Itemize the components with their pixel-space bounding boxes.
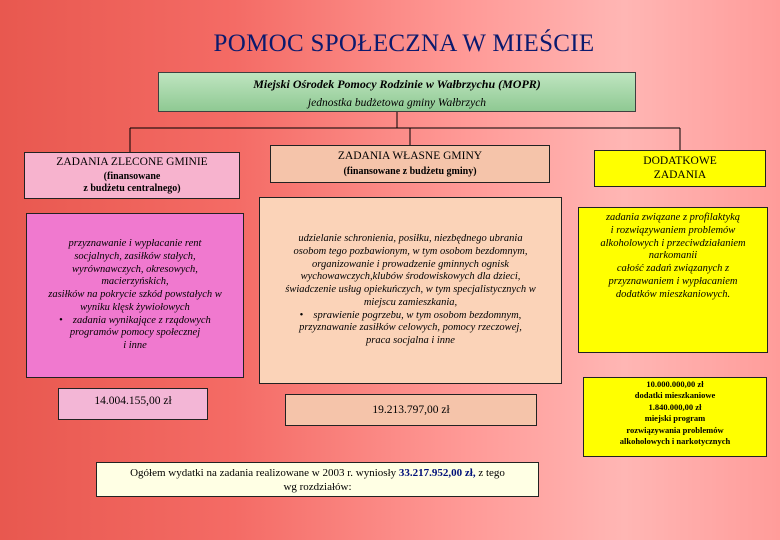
zlecone-desc-line-2: socjalnych, zasiłków stałych, [74, 250, 196, 262]
wlasne-desc-line-3: organizowanie i prowadzenie gminnych ognisk [312, 258, 509, 270]
wlasne-desc-line-5: świadczenie usług opiekuńczych, w tym specjalistycznych w [285, 284, 536, 296]
zlecone-desc-line-8: programów pomocy społecznej [69, 327, 201, 339]
dodatkowe-amount-line-5: rozwiązywania problemów [626, 424, 724, 435]
dodatkowe-desc-line-4: narkomanii [648, 250, 698, 262]
zlecone-desc-line-6: wyniku klęsk żywiołowych [80, 301, 190, 313]
zlecone-amount: 14.004.155,00 zł [94, 395, 172, 407]
dodatkowe-desc-line-3: alkoholowych i przeciwdziałaniem [600, 237, 746, 249]
zlecone-desc-line-3: wyrównawczych, okresowych, [72, 263, 198, 275]
dodatkowe-desc-line-2: i rozwiązywaniem problemów [610, 224, 736, 236]
dodatkowe-amount-line-6: alkoholowych i narkotycznych [619, 436, 731, 447]
wlasne-desc-line-9: praca socjalna i inne [366, 335, 455, 347]
wlasne-desc-line-4: wychowawczych,klubów środowiskowych dla dzieci, [300, 271, 521, 283]
summary-line-2: wg rozdziałów: [283, 481, 352, 494]
wlasne-title: ZADANIA WŁASNE GMINY [337, 150, 483, 162]
dodatkowe-description-box [578, 207, 768, 353]
wlasne-desc-line-7-text: sprawienie pogrzebu, w tym osobom bezdomnym, [313, 309, 522, 321]
wlasne-amount-box [285, 394, 537, 426]
zlecone-desc-line-7-text: zadania wynikające z rządowych [72, 314, 211, 326]
mops-box [158, 72, 636, 112]
wlasne-desc-line-6: miejscu zamieszkania, [363, 296, 458, 308]
mops-subtitle: jednostka budżetowa gminy Wałbrzych [307, 97, 487, 109]
page-title: POMOC SPOŁECZNA W MIEŚCIE [213, 30, 595, 57]
zlecone-description-box [26, 213, 244, 378]
dodatkowe-header-box [594, 150, 766, 187]
summary-text-before: Ogółem wydatki na zadania realizowane w 2003 r. wyniosły [130, 467, 397, 479]
wlasne-subtitle: (finansowane z budżetu gminy) [343, 166, 477, 178]
summary-line-1 [97, 466, 538, 480]
summary-total: 33.217.952,00 zł, [398, 467, 476, 479]
zlecone-subtitle-1: (finansowane [103, 171, 161, 183]
dodatkowe-amount-box [583, 377, 767, 457]
wlasne-desc-line-8: przyznawanie zasiłków celowych, pomocy rzeczowej, [299, 322, 522, 334]
dodatkowe-title-1: DODATKOWE [643, 155, 717, 167]
zlecone-desc-line-9: i inne [123, 340, 147, 352]
zlecone-subtitle-2: z budżetu centralnego) [83, 183, 181, 195]
zlecone-header-box [24, 152, 240, 199]
bullet-icon: • [299, 309, 304, 321]
wlasne-desc-line-1: udzielanie schronienia, posiłku, niezbędnego ubrania [298, 232, 523, 244]
wlasne-amount: 19.213.797,00 zł [372, 404, 450, 416]
zlecone-desc-line-7 [59, 315, 211, 328]
wlasne-desc-line-2: osobom tego pozbawionym, w tym osobom bezdomnym, [293, 245, 528, 257]
bullet-icon: • [59, 314, 63, 326]
summary-box [96, 462, 539, 497]
zlecone-desc-line-5: zasiłków na pokrycie szkód powstałych w [48, 289, 222, 301]
dodatkowe-title-2: ZADANIA [653, 169, 707, 182]
dodatkowe-amount-line-4: miejski program [644, 413, 706, 424]
dodatkowe-desc-line-7: dodatków mieszkaniowych. [615, 288, 731, 300]
dodatkowe-desc-line-1: zadania związane z profilaktyką [605, 212, 741, 223]
mops-name: Miejski Ośrodek Pomocy Rodzinie w Wałbrzychu (MOPR) [253, 77, 541, 91]
zlecone-amount-box [58, 388, 208, 420]
dodatkowe-amount-line-2: dodatki mieszkaniowe [634, 390, 716, 401]
dodatkowe-amount-line-3: 1.840.000,00 zł [648, 401, 702, 412]
zlecone-desc-line-4: macierzyńskich, [101, 276, 169, 288]
zlecone-desc-line-1: przyznawanie i wypłacanie rent [68, 237, 202, 249]
zlecone-title: ZADANIA ZLECONE GMINIE [56, 156, 208, 168]
dodatkowe-desc-line-6: przyznawaniem i wypłacaniem [608, 275, 738, 287]
dodatkowe-desc-line-5: całość zadań związanych z [616, 263, 730, 275]
wlasne-description-box [259, 197, 562, 384]
summary-text-after: z tego [478, 467, 505, 479]
dodatkowe-amount-line-1: 10.000.000,00 zł [646, 379, 704, 389]
wlasne-desc-line-7 [300, 310, 522, 323]
wlasne-header-box [270, 145, 550, 183]
